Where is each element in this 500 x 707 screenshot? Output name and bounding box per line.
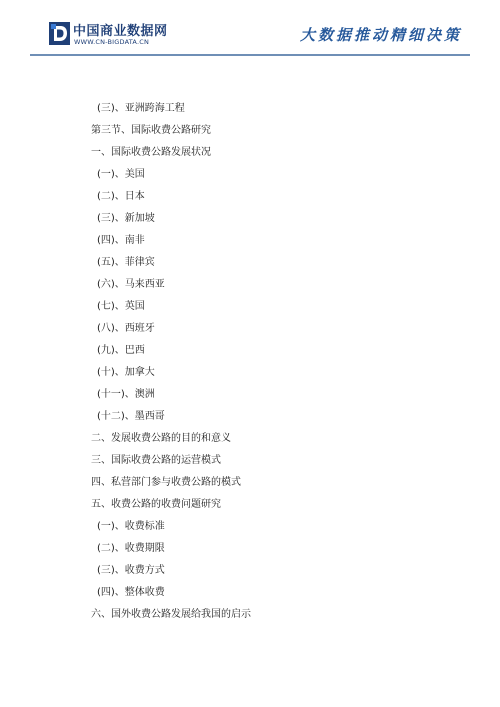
toc-item: (一)、收费标准 — [97, 521, 165, 532]
page-header — [0, 0, 500, 56]
toc-item: (六)、马来西亚 — [97, 279, 165, 290]
toc-item: (三)、新加坡 — [97, 213, 155, 224]
toc-item: (三)、亚洲跨海工程 — [97, 103, 185, 114]
toc-item: (八)、西班牙 — [97, 323, 155, 334]
toc-item: (一)、美国 — [97, 169, 145, 180]
toc-item: (三)、收费方式 — [97, 565, 165, 576]
header-divider — [30, 54, 470, 56]
logo-icon — [49, 22, 70, 45]
toc-item: 四、私营部门参与收费公路的模式 — [91, 477, 241, 488]
toc-item: (二)、收费期限 — [97, 543, 165, 554]
logo-url: WWW.CN-BIGDATA.CN — [74, 38, 150, 46]
toc-item: (四)、南非 — [97, 235, 145, 246]
header-slogan: 大数据推动精细决策 — [299, 26, 462, 44]
toc-item: (七)、英国 — [97, 301, 145, 312]
logo-text: 中国商业数据网 — [73, 24, 168, 39]
toc-item: (二)、日本 — [97, 191, 145, 202]
toc-item: (十二)、墨西哥 — [97, 411, 165, 422]
toc-item: 一、国际收费公路发展状况 — [91, 147, 211, 158]
toc-item: (四)、整体收费 — [97, 587, 165, 598]
toc-item: (九)、巴西 — [97, 345, 145, 356]
toc-item: 二、发展收费公路的目的和意义 — [91, 433, 231, 444]
toc-item: 第三节、国际收费公路研究 — [91, 125, 211, 136]
toc-item: (十一)、澳洲 — [97, 389, 155, 400]
toc-item: (十)、加拿大 — [97, 367, 155, 378]
toc-item: 六、国外收费公路发展给我国的启示 — [91, 609, 251, 620]
toc-item: 五、收费公路的收费问题研究 — [91, 499, 221, 510]
toc-item: 三、国际收费公路的运营模式 — [91, 455, 221, 466]
toc-item: (五)、菲律宾 — [97, 257, 155, 268]
table-of-contents — [0, 98, 500, 626]
